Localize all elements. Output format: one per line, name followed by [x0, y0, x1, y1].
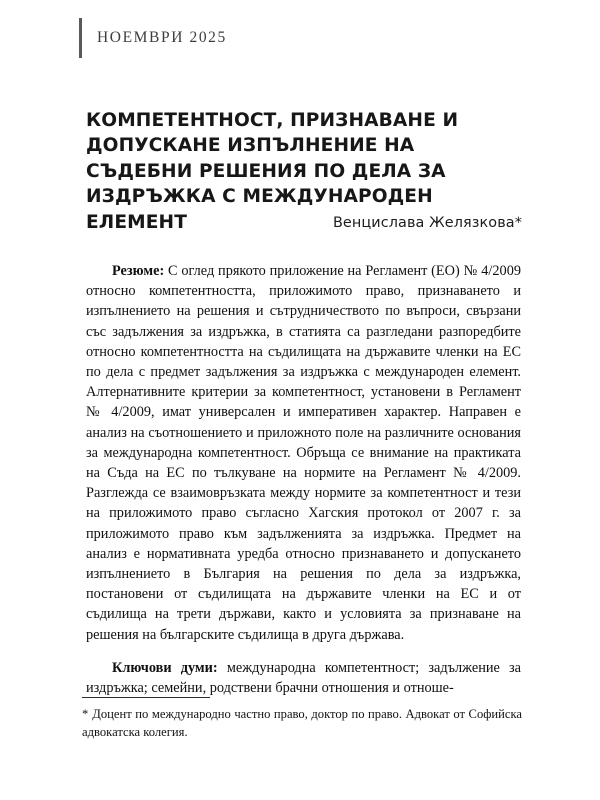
keywords-section [86, 658, 521, 698]
running-head-label: НОЕМВРИ 2025 [97, 29, 227, 46]
abstract-body: С оглед прякото приложение на Регламент (ЕО) № 4/2009 относно компетентността, приложимото право, признаването и изпълнението на решения и сътрудничеството по въпроси, свързани със задължения за издръжка, в статията са разгледани разпоредбите относно компетентността на съдилищата на държавите членки на ЕС по дела с предмет задължения за издръжка с международен елемент. Алтернативните критерии за компетентност, установени в Регламент № 4/2009, имат универсален и императивен характер. Направен е анализ на съотношението и приложното поле на различните основания за международна компетентност. Обръща се внимание на практиката на Съда на ЕС по тълкуване на нормите на Регламент № 4/2009. Разглежда се взаимовръзката между нормите за компетентност и тези на приложимото право съгласно Хагския протокол от 2007 г. за приложимото право към задълженията за издръжка. Предмет на анализ е нормативната уредба относно признаването и допускането изпълнението в България на решения по дела за издръжка, постановени от съдилищата на държавите членки на ЕС и от съдилища на трети държави, както и условията за признаване на решения на българските съдилища в друга държава. [86, 263, 521, 643]
abstract-label: Резюме: [112, 263, 165, 279]
author-name: Венцислава Желязкова* [332, 215, 522, 231]
footnote-paragraph [82, 705, 522, 741]
abstract-section [86, 261, 521, 645]
footnote-separator [82, 697, 210, 698]
footnote-marker: * [82, 707, 89, 721]
page-title: КОМПЕТЕНТНОСТ, ПРИЗНАВАНЕ И ДОПУСКАНЕ ИЗПЪЛНЕНИЕ НА СЪДЕБНИ РЕШЕНИЯ ПО ДЕЛА ЗА ИЗДРЪЖКА С МЕЖДУНАРОДЕН ЕЛЕМЕНТ [86, 110, 459, 233]
running-head [79, 18, 227, 58]
keywords-body: международна компетентност; задължение за издръжка; семейни, родствени брачни отношения и отноше- [86, 660, 522, 697]
keywords-label: Ключови думи: [112, 660, 218, 676]
footnote-section [82, 705, 522, 741]
abstract-paragraph [86, 261, 521, 645]
footnote-text: Доцент по международно частно право, доктор по право. Адвокат от Софийска адвокатска колегия. [82, 707, 522, 739]
keywords-paragraph [86, 658, 521, 698]
